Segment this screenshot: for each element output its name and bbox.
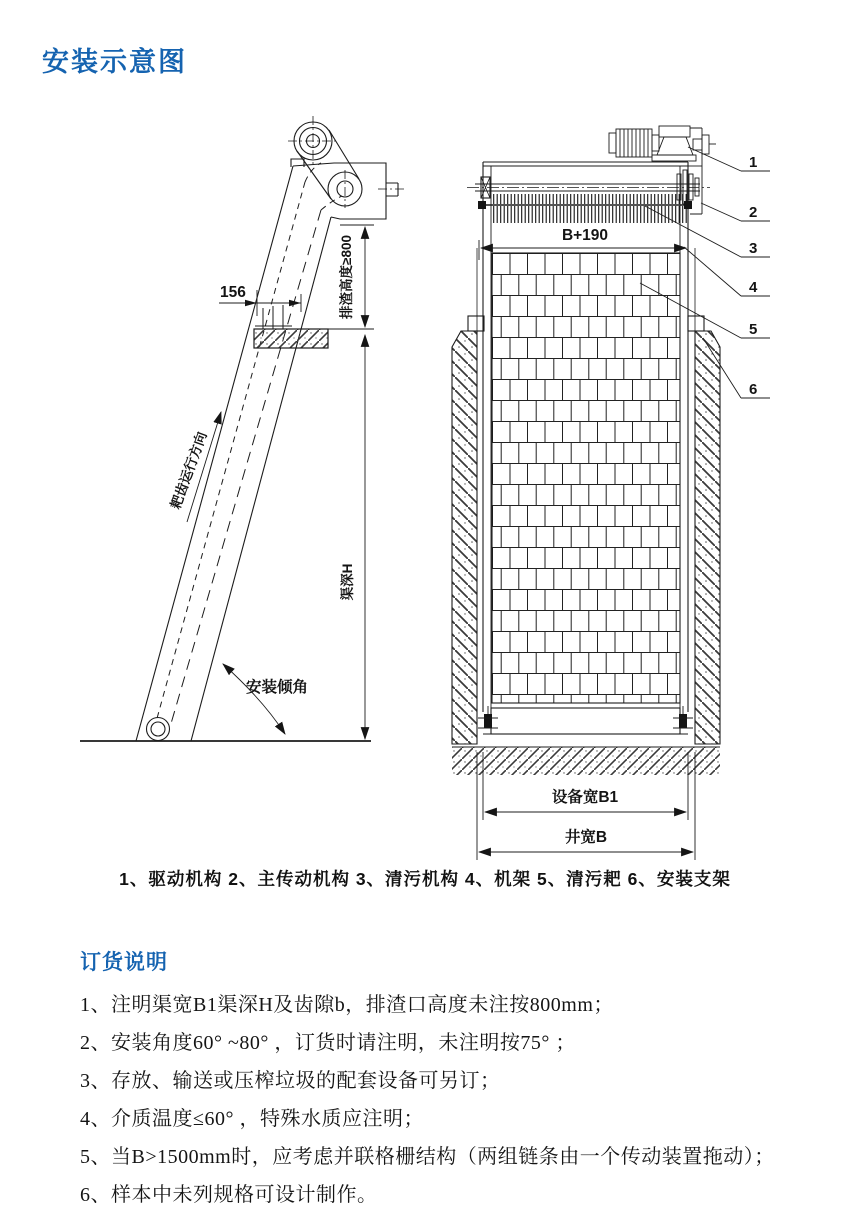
chain-path [156,163,342,727]
channel-depth-label: 渠深H [340,563,355,601]
well-floor [452,747,720,775]
dimension-discharge-height [338,225,374,327]
install-angle-label: 安装倾角 [246,679,309,696]
install-angle-annotation [223,664,308,734]
ordering-item-1: 1、注明渠宽B1渠深H及齿隙b，排渣口高度未注按800mm； [80,994,614,1016]
ordering-item-2: 2、安装角度60° ~80° ，订货时请注明，未注明按75° ； [80,1032,576,1054]
rake-direction-label: 耙齿运行方向 [167,429,210,512]
parts-caption: 1、驱动机构 2、主传动机构 3、清污机构 4、机架 5、清污耙 6、安装支架 [119,869,731,889]
side-view [80,116,407,741]
callout-3: 3 [749,240,758,257]
well-width-label: 井宽B [564,829,608,846]
ordering-item-4: 4、介质温度≤60° ，特殊水质应注明； [80,1108,424,1130]
callout-6: 6 [749,381,758,398]
mount-bracket-left [468,316,484,331]
tooth-pitch-dim-label: 156 [220,284,246,301]
top-width-dim-label: B+190 [561,227,609,244]
equipment-width-label: 设备宽B1 [551,789,619,806]
concrete-pad [254,305,374,348]
front-view [452,126,770,860]
ordering-section [80,946,800,1222]
screen-body [136,159,407,741]
discharge-height-label: 排渣高度≥800 [339,235,354,319]
callout-4: 4 [749,279,758,296]
rake-direction-annotation [167,412,221,522]
ordering-item-3: 3、存放、输送或压榨垃圾的配套设备可另订； [80,1070,501,1092]
comb-teeth [478,194,692,223]
bottom-beam [478,706,693,747]
ordering-heading: 订货说明 [80,951,168,974]
mount-bracket-right [688,316,704,331]
drive-sprockets [288,116,362,208]
page-title: 安装示意图 [42,47,187,77]
callout-5: 5 [749,321,758,338]
foot-roller [147,718,170,741]
dimension-channel-depth [339,335,365,739]
drive-motor [609,129,659,157]
callout-1: 1 [749,154,758,171]
ordering-item-5: 5、当B>1500mm时，应考虑并联格栅结构（两组链条由一个传动装置拖动）； [80,1146,775,1168]
screen-grid [492,253,680,703]
ordering-item-6: 6、样本中未列规格可设计制作。 [80,1184,378,1206]
callout-2: 2 [749,204,758,221]
